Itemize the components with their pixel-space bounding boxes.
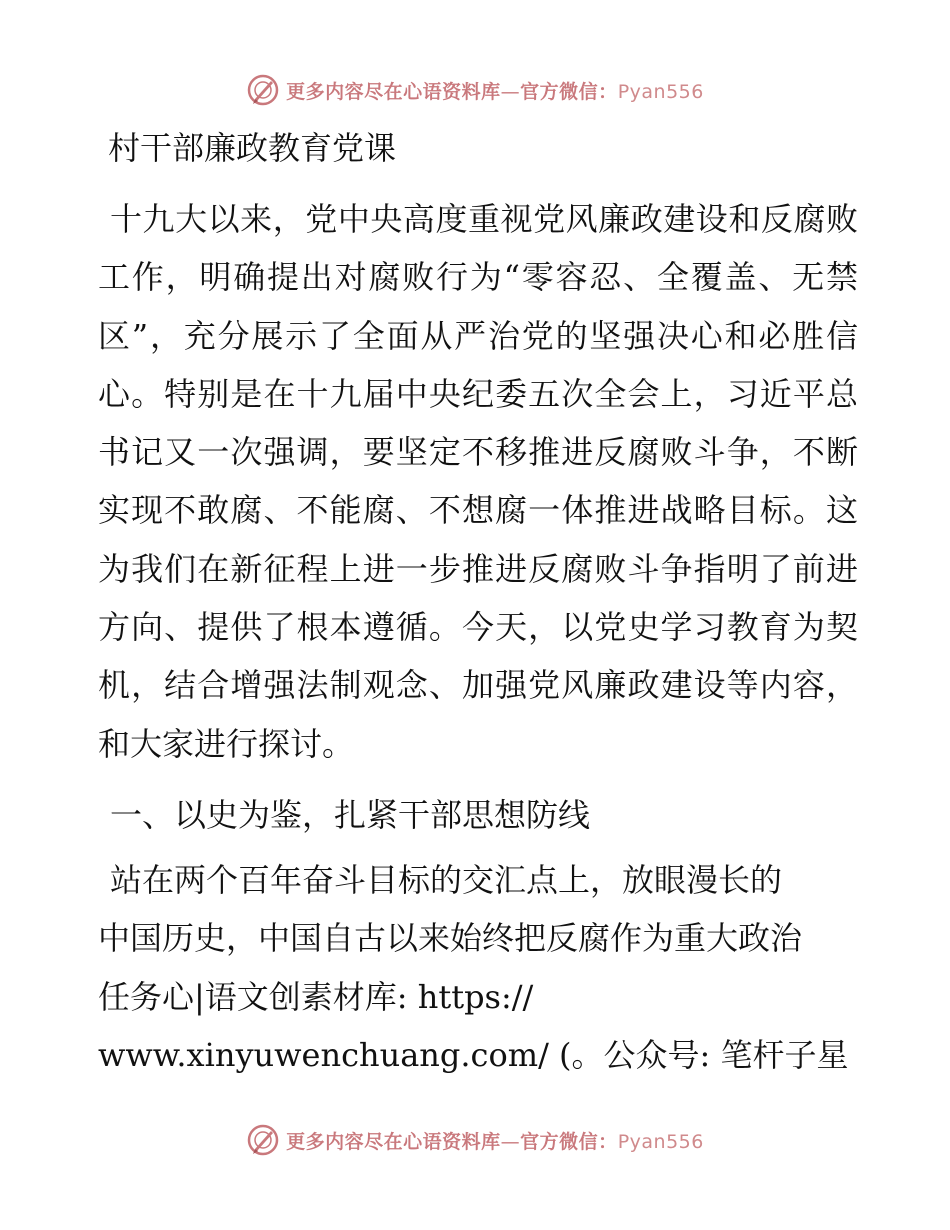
paragraph-line: 任务心|语文创素材库: https:// (98, 977, 534, 1016)
watermark-top (0, 70, 950, 110)
section-heading-1: 一、以史为鉴，扎紧干部思想防线 (110, 795, 591, 834)
paragraph-line: 站在两个百年奋斗目标的交汇点上，放眼漫长的 (110, 860, 783, 899)
watermark-logo-icon (246, 1123, 280, 1157)
watermark-text-group (286, 77, 704, 104)
document-body (98, 124, 858, 1085)
paragraph-line: 中国历史，中国自古以来始终把反腐作为重大政治 (98, 919, 803, 958)
paragraph-section-1 (98, 851, 858, 1085)
watermark-label: 官方微信： (520, 1130, 618, 1153)
watermark-text-group (286, 1127, 704, 1154)
watermark-id: Pyan556 (617, 80, 704, 103)
paragraph-intro: 十九大以来，党中央高度重视党风廉政建设和反腐败工作，明确提出对腐败行为“零容忍、全覆盖、无禁区”，充分展示了全面从严治党的坚强决心和必胜信心。特别是在十九届中央纪委五次全会上，习近平总书记又一次强调，要坚定不移推进反腐败斗争，不断实现不敢腐、不能腐、不想腐一体推进战略目标。这为我们在新征程上进一步推进反腐败斗争指明了前进方向、提供了根本遵循。今天，以党史学习教育为契机，结合增强法制观念、加强党风廉政建设等内容，和大家进行探讨。 (98, 200, 858, 763)
document-title: 村干部廉政教育党课 (108, 129, 397, 167)
watermark-id: Pyan556 (617, 1130, 704, 1153)
watermark-logo-icon (246, 73, 280, 107)
watermark-label: 官方微信： (520, 80, 618, 103)
paragraph-line: www.xinyuwenchuang.com/ (。公众号: 笔杆子星 (98, 1036, 849, 1075)
watermark-separator: — (500, 1130, 521, 1153)
watermark-separator: — (500, 80, 521, 103)
watermark-bottom (0, 1120, 950, 1160)
watermark-text: 更多内容尽在心语资料库 (286, 80, 501, 103)
watermark-text: 更多内容尽在心语资料库 (286, 1130, 501, 1153)
